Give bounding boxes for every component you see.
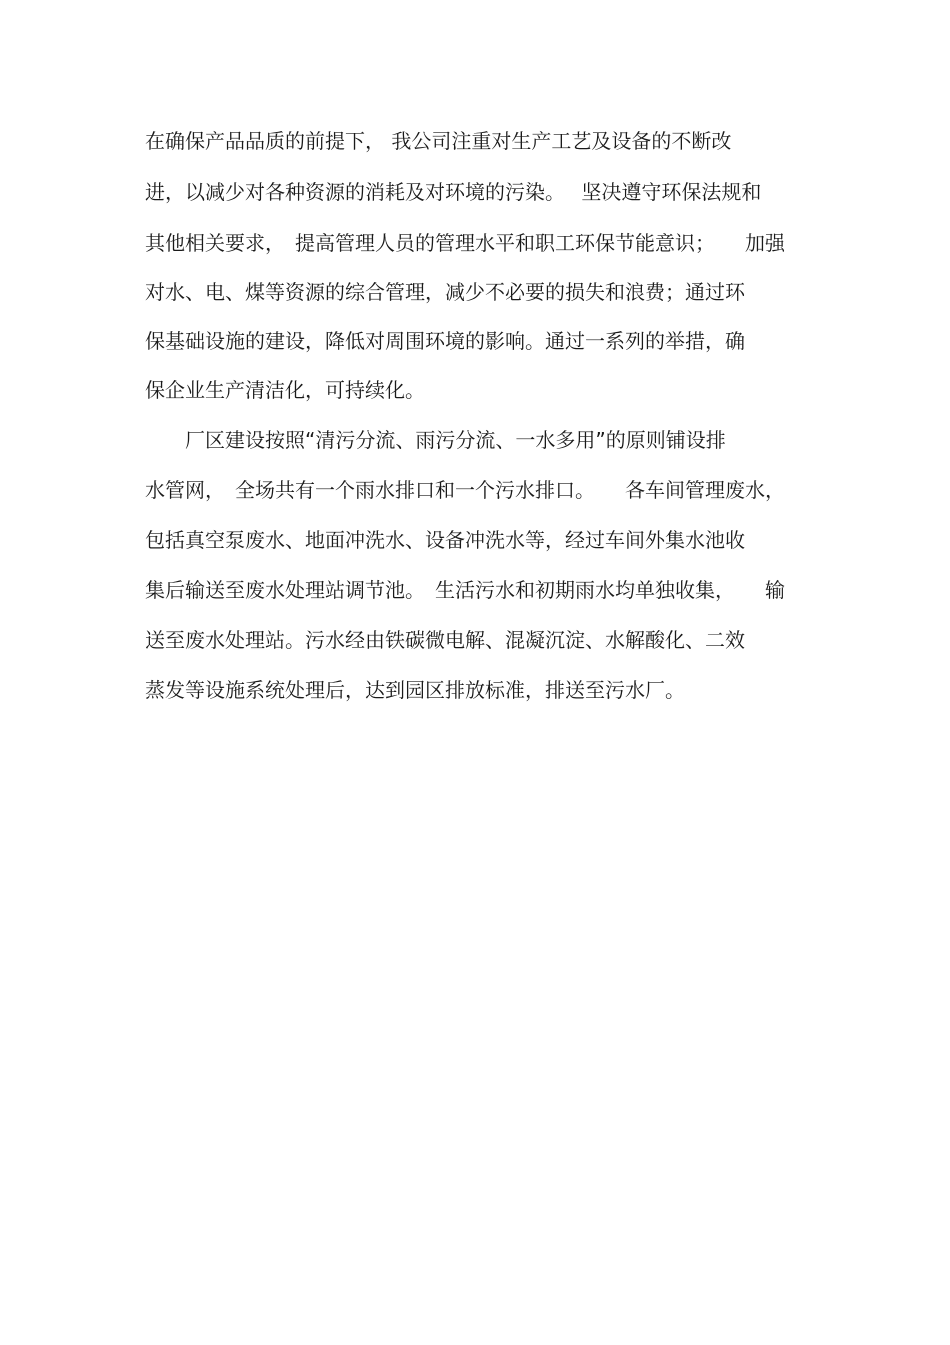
paragraph-1-line-6: 保企业生产清洁化，可持续化。 xyxy=(145,378,425,402)
paragraph-2-line-6: 蒸发等设施系统处理后，达到园区排放标准，排送至污水厂。 xyxy=(145,678,685,702)
paragraph-1-line-5: 保基础设施的建设，降低对周围环境的影响。通过一系列的举措，确 xyxy=(145,329,745,353)
paragraph-2-line-2: 水管网， 全场共有一个雨水排口和一个污水排口。 各车间管理废水， xyxy=(145,478,785,502)
paragraph-2-line-3: 包括真空泵废水、地面冲洗水、设备冲洗水等，经过车间外集水池收 xyxy=(145,528,745,552)
paragraph-2-line-5: 送至废水处理站。污水经由铁碳微电解、混凝沉淀、水解酸化、二效 xyxy=(145,628,745,652)
paragraph-1-line-4: 对水、电、煤等资源的综合管理，减少不必要的损失和浪费；通过环 xyxy=(145,280,745,304)
paragraph-1-line-2: 进，以减少对各种资源的消耗及对环境的污染。 坚决遵守环保法规和 xyxy=(145,180,762,204)
paragraph-1-line-1: 在确保产品品质的前提下， 我公司注重对生产工艺及设备的不断改 xyxy=(145,129,732,153)
paragraph-2-line-1: 厂区建设按照“清污分流、雨污分流、一水多用”的原则铺设排 xyxy=(145,428,726,452)
paragraph-1-line-3: 其他相关要求， 提高管理人员的管理水平和职工环保节能意识； 加强 xyxy=(145,231,785,255)
paragraph-2-line-4: 集后输送至废水处理站调节池。 生活污水和初期雨水均单独收集， 输 xyxy=(145,578,785,602)
